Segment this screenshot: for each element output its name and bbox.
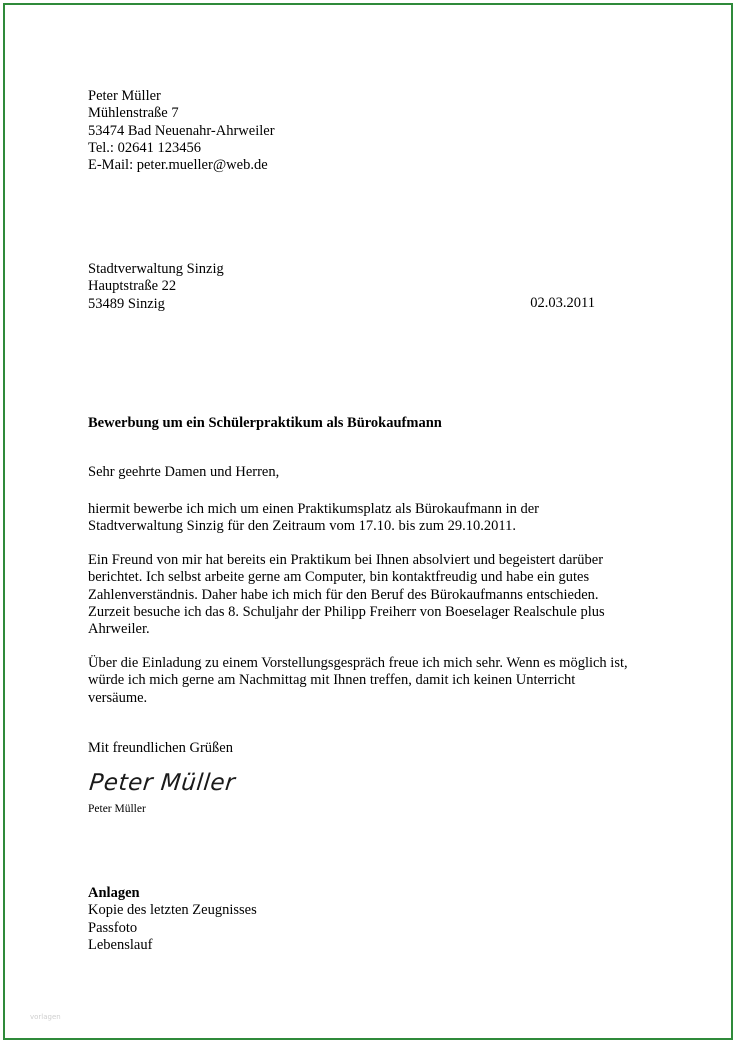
sender-city: 53474 Bad Neuenahr-Ahrweiler <box>88 122 275 139</box>
recipient-address <box>88 261 224 313</box>
sender-email: E-Mail: peter.mueller@web.de <box>88 157 268 174</box>
attachments <box>88 885 257 954</box>
attachment-item: Lebenslauf <box>88 936 153 953</box>
paragraph-line: Zurzeit besuche ich das 8. Schuljahr der Philipp Freiherr von Boeselager Realschule plus <box>88 603 605 620</box>
closing-text: Mit freundlichen Grüßen <box>88 740 233 756</box>
attachment-item: Kopie des letzten Zeugnisses <box>88 902 257 919</box>
subject-line: Bewerbung um ein Schülerpraktikum als Bürokaufmann <box>88 415 442 431</box>
sender-street: Mühlenstraße 7 <box>88 105 179 122</box>
recipient-name: Stadtverwaltung Sinzig <box>88 261 224 277</box>
recipient-city: 53489 Sinzig <box>88 295 165 312</box>
paragraph-line: hiermit bewerbe ich mich um einen Praktikumsplatz als Bürokaufmann in der <box>88 501 539 517</box>
paragraph-3 <box>88 655 628 707</box>
signature-printed-name: Peter Müller <box>88 803 146 815</box>
paragraph-line: Über die Einladung zu einem Vorstellungsgespräch freue ich mich sehr. Wenn es möglich ist, <box>88 655 628 671</box>
recipient-street: Hauptstraße 22 <box>88 278 177 295</box>
paragraph-line: Ein Freund von mir hat bereits ein Praktikum bei Ihnen absolviert und begeistert darüber <box>88 552 604 568</box>
salutation-text: Sehr geehrte Damen und Herren, <box>88 464 280 480</box>
attachment-item: Passfoto <box>88 919 138 936</box>
attachments-title: Anlagen <box>88 885 140 901</box>
paragraph-line: würde ich mich gerne am Nachmittag mit Ihnen treffen, damit ich keinen Unterricht <box>88 672 576 689</box>
sender-name: Peter Müller <box>88 88 161 104</box>
paragraph-line: Ahrweiler. <box>88 621 150 638</box>
closing <box>88 740 233 757</box>
paragraph-line: versäume. <box>88 689 148 706</box>
paragraph-2 <box>88 552 605 638</box>
sender-address <box>88 88 275 174</box>
paragraph-1 <box>88 501 539 536</box>
watermark: vorlagen <box>30 1013 61 1021</box>
letter-date: 02.03.2011 <box>530 295 595 311</box>
paragraph-line: Stadtverwaltung Sinzig für den Zeitraum vom 17.10. bis zum 29.10.2011. <box>88 518 516 535</box>
paragraph-line: berichtet. Ich selbst arbeite gerne am Computer, bin kontaktfreudig und habe ein gutes <box>88 569 590 586</box>
salutation <box>88 464 279 481</box>
paragraph-line: Zahlenverständnis. Daher habe ich mich für den Beruf des Bürokaufmanns entschieden. <box>88 586 599 603</box>
sender-phone: Tel.: 02641 123456 <box>88 139 201 156</box>
handwritten-signature: Peter Müller <box>88 770 237 796</box>
